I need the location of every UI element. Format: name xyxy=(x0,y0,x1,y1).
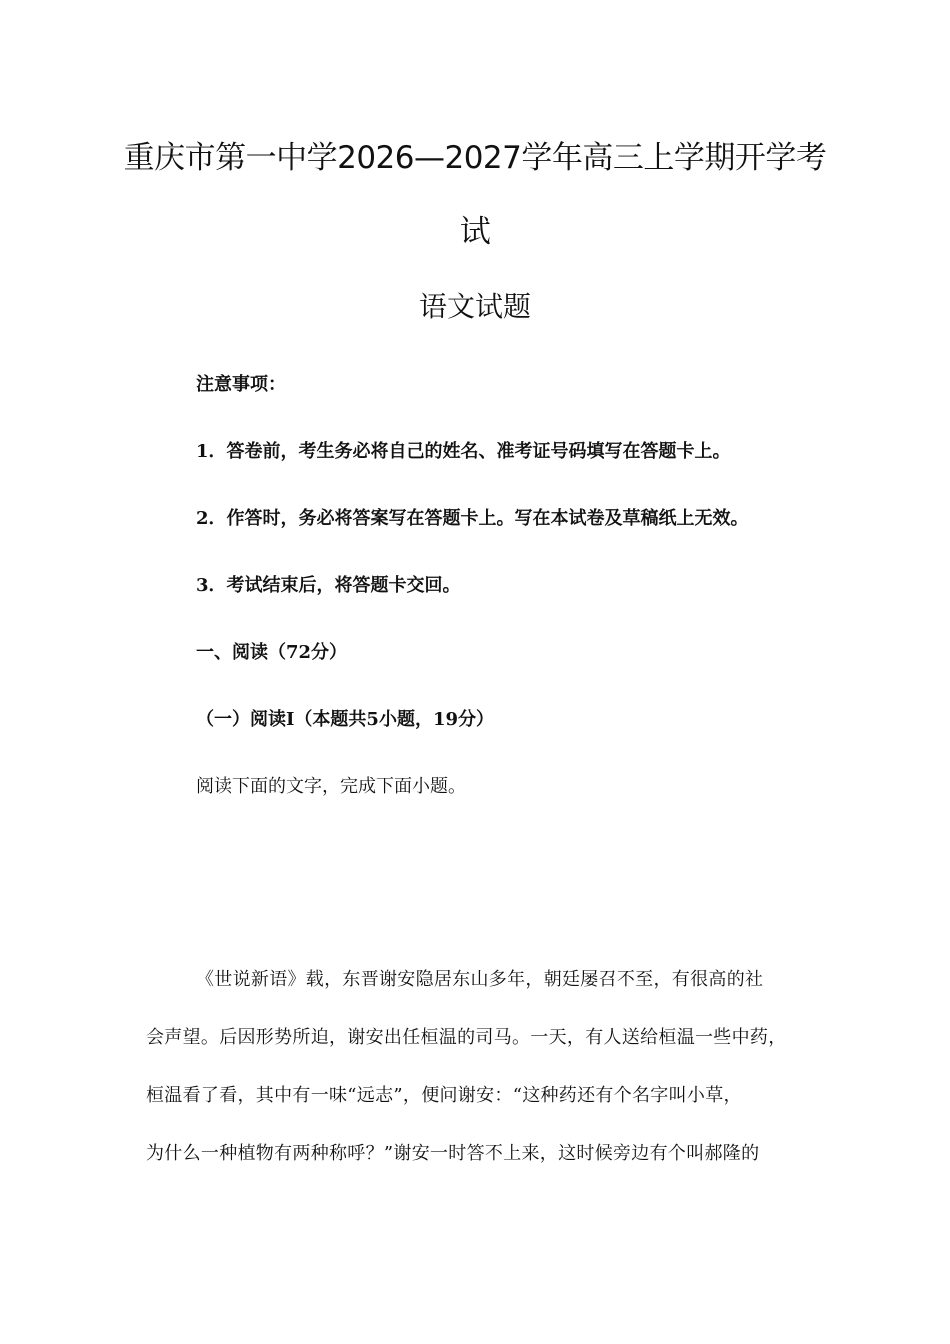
passage-line-4: 为什么一种植物有两种称呼？”谢安一时答不上来，这时候旁边有个叫郝隆的 xyxy=(146,1143,760,1164)
notice-item-3: 3．考试结束后，将答题卡交回。 xyxy=(196,575,461,596)
exam-title-line-2: 试 xyxy=(459,214,491,250)
notice-item-2: 2．作答时，务必将答案写在答题卡上。写在本试卷及草稿纸上无效。 xyxy=(196,508,749,529)
exam-subtitle: 语文试题 xyxy=(418,290,531,323)
notice-heading: 注意事项： xyxy=(196,374,286,395)
section-heading: 一、阅读（72分） xyxy=(196,642,348,663)
passage-line-2: 会声望。后因形势所迫，谢安出任桓温的司马。一天，有人送给桓温一些中药， xyxy=(146,1027,787,1048)
passage-line-3: 桓温看了看，其中有一味“远志”，便问谢安：“这种药还有个名字叫小草， xyxy=(146,1085,742,1106)
passage-line-1: 《世说新语》载，东晋谢安隐居东山多年，朝廷屡召不至，有很高的社 xyxy=(196,969,764,990)
section-instruction: 阅读下面的文字，完成下面小题。 xyxy=(196,776,466,797)
exam-title-line-1: 重庆市第一中学2026—2027学年高三上学期开学考 xyxy=(123,140,827,176)
notice-item-1: 1．答卷前，考生务必将自己的姓名、准考证号码填写在答题卡上。 xyxy=(196,441,731,462)
section-subheading: （一）阅读Ⅰ（本题共5小题，19分） xyxy=(196,709,494,730)
